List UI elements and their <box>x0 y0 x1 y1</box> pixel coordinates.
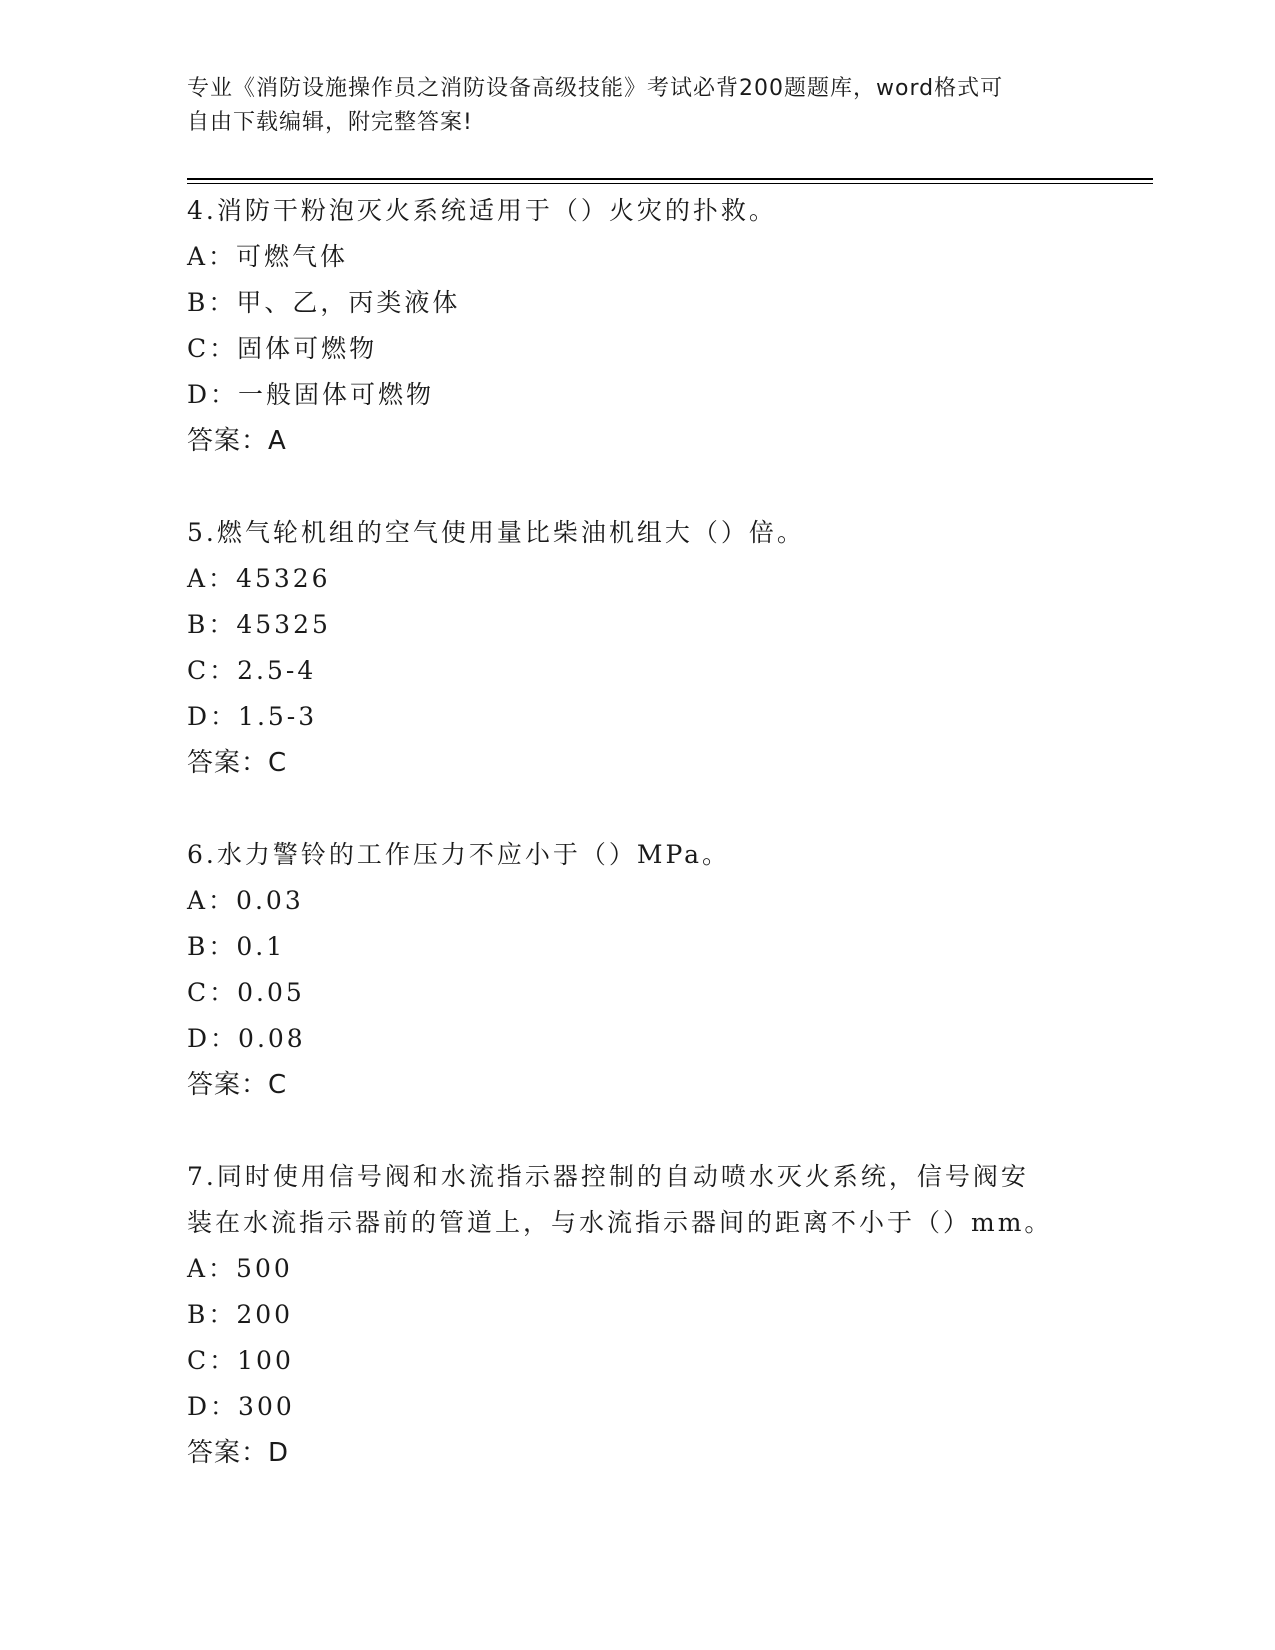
option-d: D：0.08 <box>187 1024 306 1053</box>
option-b: B：甲、乙，丙类液体 <box>187 288 461 317</box>
question-6 <box>187 832 1087 1108</box>
option-a: A：45326 <box>187 564 331 593</box>
option-b: B：0.1 <box>187 932 286 961</box>
answer: 答案：C <box>187 748 288 778</box>
option-c: C：100 <box>187 1346 294 1375</box>
option-b: B：200 <box>187 1300 294 1329</box>
option-a: A：可燃气体 <box>187 242 349 271</box>
option-d: D：1.5-3 <box>187 702 318 731</box>
header-divider-thick <box>187 178 1153 180</box>
option-a: A：500 <box>187 1254 293 1283</box>
option-c: C：固体可燃物 <box>187 334 378 363</box>
question-stem: 4.消防干粉泡灭火系统适用于（）火灾的扑救。 <box>187 196 777 225</box>
header-line-2: 自由下载编辑，附完整答案! <box>187 110 473 135</box>
option-d: D：一般固体可燃物 <box>187 380 435 409</box>
question-stem-line-2: 装在水流指示器前的管道上，与水流指示器间的距离不小于（）mm。 <box>187 1208 1053 1237</box>
answer: 答案：C <box>187 1070 288 1100</box>
option-c: C：0.05 <box>187 978 305 1007</box>
header-divider-thin <box>187 183 1153 184</box>
option-d: D：300 <box>187 1392 295 1421</box>
answer: 答案：A <box>187 426 287 456</box>
option-c: C：2.5-4 <box>187 656 317 685</box>
document-header <box>187 72 1087 140</box>
option-a: A：0.03 <box>187 886 304 915</box>
question-5 <box>187 510 1087 786</box>
question-stem: 6.水力警铃的工作压力不应小于（）MPa。 <box>187 840 731 869</box>
answer: 答案：D <box>187 1438 290 1468</box>
question-7 <box>187 1154 1087 1476</box>
question-list <box>187 188 1087 1522</box>
question-stem: 5.燃气轮机组的空气使用量比柴油机组大（）倍。 <box>187 518 805 547</box>
question-4 <box>187 188 1087 464</box>
option-b: B：45325 <box>187 610 331 639</box>
question-stem-line-1: 7.同时使用信号阀和水流指示器控制的自动喷水灭火系统，信号阀安 <box>187 1162 1029 1191</box>
header-line-1: 专业《消防设施操作员之消防设备高级技能》考试必背200题题库，word格式可 <box>187 76 1004 101</box>
